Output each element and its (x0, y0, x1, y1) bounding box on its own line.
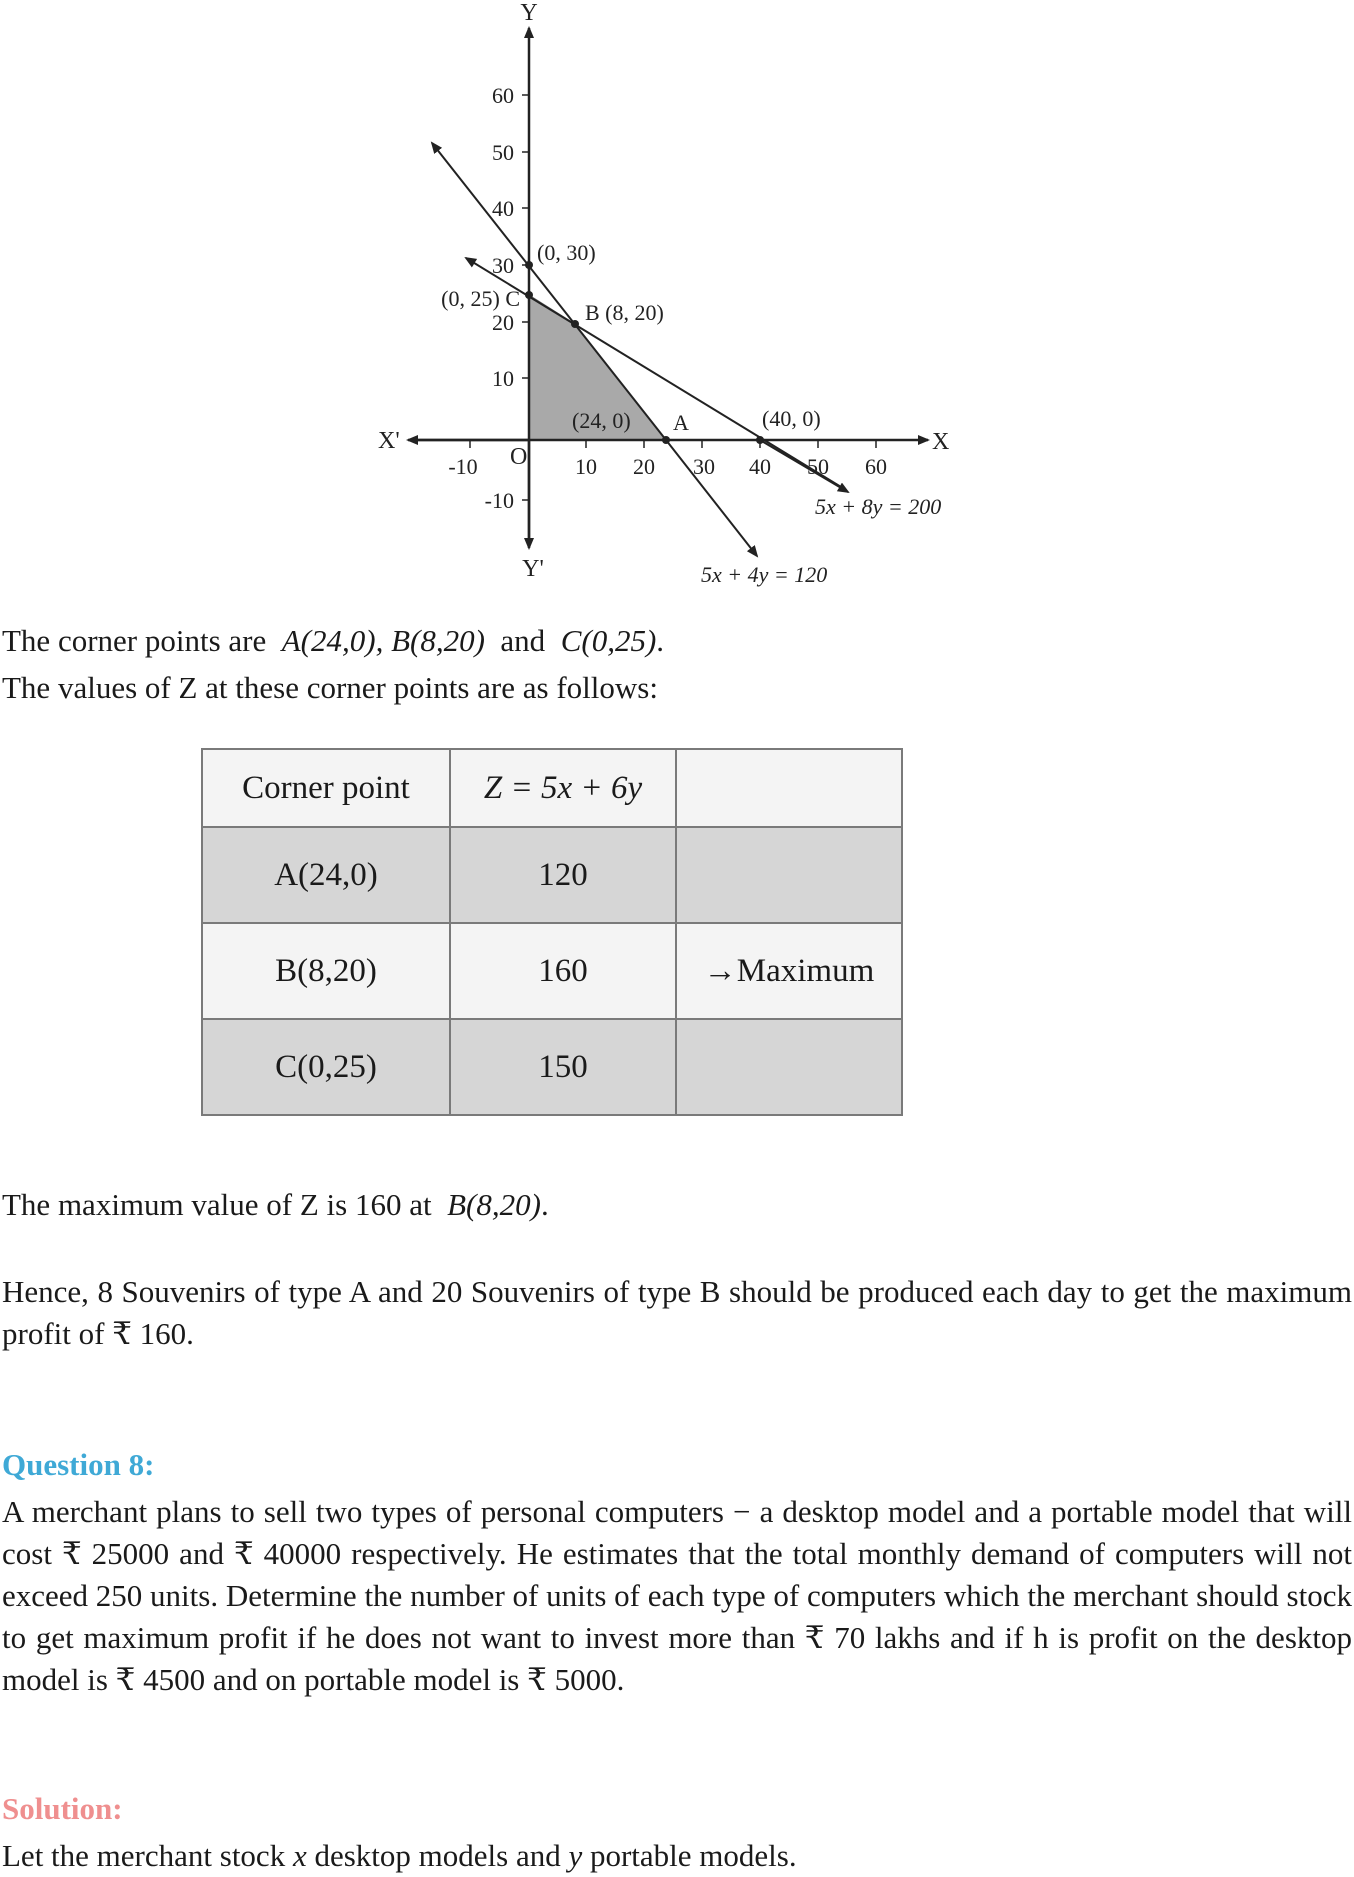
corner-tail: . (656, 623, 665, 658)
cell-point: A(24,0) (202, 827, 450, 923)
max-lead: The maximum value of Z is 160 at (2, 1187, 432, 1222)
x-tick-neg10: -10 (448, 454, 478, 479)
y-tick-10: 10 (492, 366, 514, 391)
cell-z: 120 (450, 827, 676, 923)
corner-c: C(0,25) (560, 623, 657, 658)
point-40-0 (756, 436, 764, 444)
conclusion-text: Hence, 8 Souvenirs of type A and 20 Souvenirs of type B should be produced each day to get the maximum profit of ₹ 160. (2, 1274, 1352, 1351)
line-label-200: 5x + 8y = 200 (815, 494, 942, 519)
label-c: (0, 25) C (441, 286, 520, 311)
lpp-graph (0, 0, 1354, 590)
solution-text-c: portable models. (589, 1838, 797, 1873)
question-heading-text: Question 8: (2, 1447, 155, 1482)
y-tick-50: 50 (492, 140, 514, 165)
label-a: A (673, 410, 689, 435)
point-0-30 (525, 261, 533, 269)
y-tick-60: 60 (492, 83, 514, 108)
solution-var-x: x (292, 1838, 307, 1873)
cell-note (676, 1019, 902, 1115)
cell-point: B(8,20) (202, 923, 450, 1019)
solution-heading (2, 1788, 1352, 1830)
cell-z: 150 (450, 1019, 676, 1115)
solution-text-a: Let the merchant stock (2, 1838, 286, 1873)
cell-point: C(0,25) (202, 1019, 450, 1115)
point-a (662, 436, 670, 444)
max-value-line (2, 1184, 1352, 1226)
x-tick-60: 60 (865, 454, 887, 479)
label-0-30: (0, 30) (537, 240, 596, 265)
axis-label-x-neg: X' (378, 428, 400, 454)
label-24-0: (24, 0) (572, 408, 631, 433)
y-tick-30: 30 (492, 253, 514, 278)
y-tick-20: 20 (492, 310, 514, 335)
table-row (202, 923, 902, 1019)
cell-z: 160 (450, 923, 676, 1019)
header-corner-point: Corner point (202, 749, 450, 827)
max-tail: . (540, 1187, 549, 1222)
table-row (202, 827, 902, 923)
point-b (571, 320, 579, 328)
x-tick-10: 10 (575, 454, 597, 479)
label-b: B (8, 20) (585, 300, 664, 325)
corner-ab: A(24,0), B(8,20) (281, 623, 485, 658)
table-row (202, 1019, 902, 1115)
table-header-row (202, 749, 902, 827)
line-label-120: 5x + 4y = 120 (701, 562, 828, 587)
values-intro: The values of Z at these corner points are as follows: (2, 670, 658, 705)
point-c (525, 291, 533, 299)
question-heading (2, 1444, 1352, 1486)
label-40-0: (40, 0) (762, 406, 821, 431)
cell-note (676, 827, 902, 923)
y-tick-neg10: -10 (484, 488, 514, 513)
header-note (676, 749, 902, 827)
y-tick-40: 40 (492, 196, 514, 221)
max-point: B(8,20) (447, 1187, 541, 1222)
x-tick-30: 30 (693, 454, 715, 479)
question-body: A merchant plans to sell two types of personal computers − a desktop model and a portable model that will cost ₹ 25000 and ₹ 40000 respectively. He estimates that the total monthly demand of computers will not exceed 250 units. Determine the number of units of each type of computers which the merchant should stock to get maximum profit if he does not want to invest more than ₹ 70 lakhs and if h is profit on the desktop model is ₹ 4500 and on portable model is ₹ 5000. (2, 1494, 1352, 1697)
axis-label-y-neg: Y' (522, 556, 544, 582)
corner-points-line (2, 620, 1352, 662)
solution-var-y: y (568, 1838, 583, 1873)
corner-lead: The corner points are (2, 623, 267, 658)
origin-label: O (510, 444, 528, 470)
solution-first-line (2, 1835, 1352, 1877)
x-tick-50: 50 (807, 454, 829, 479)
solution-heading-text: Solution: (2, 1791, 123, 1826)
x-tick-40: 40 (749, 454, 771, 479)
axis-label-y: Y (520, 0, 538, 26)
line-5x-8y-200-tail (760, 440, 848, 492)
cell-note: →Maximum (676, 923, 902, 1019)
axis-label-x: X (932, 429, 950, 455)
corner-values-table (201, 748, 903, 1116)
header-z: Z = 5x + 6y (450, 749, 676, 827)
x-tick-20: 20 (633, 454, 655, 479)
solution-text-b: desktop models and (314, 1838, 561, 1873)
corner-and: and (500, 623, 546, 658)
